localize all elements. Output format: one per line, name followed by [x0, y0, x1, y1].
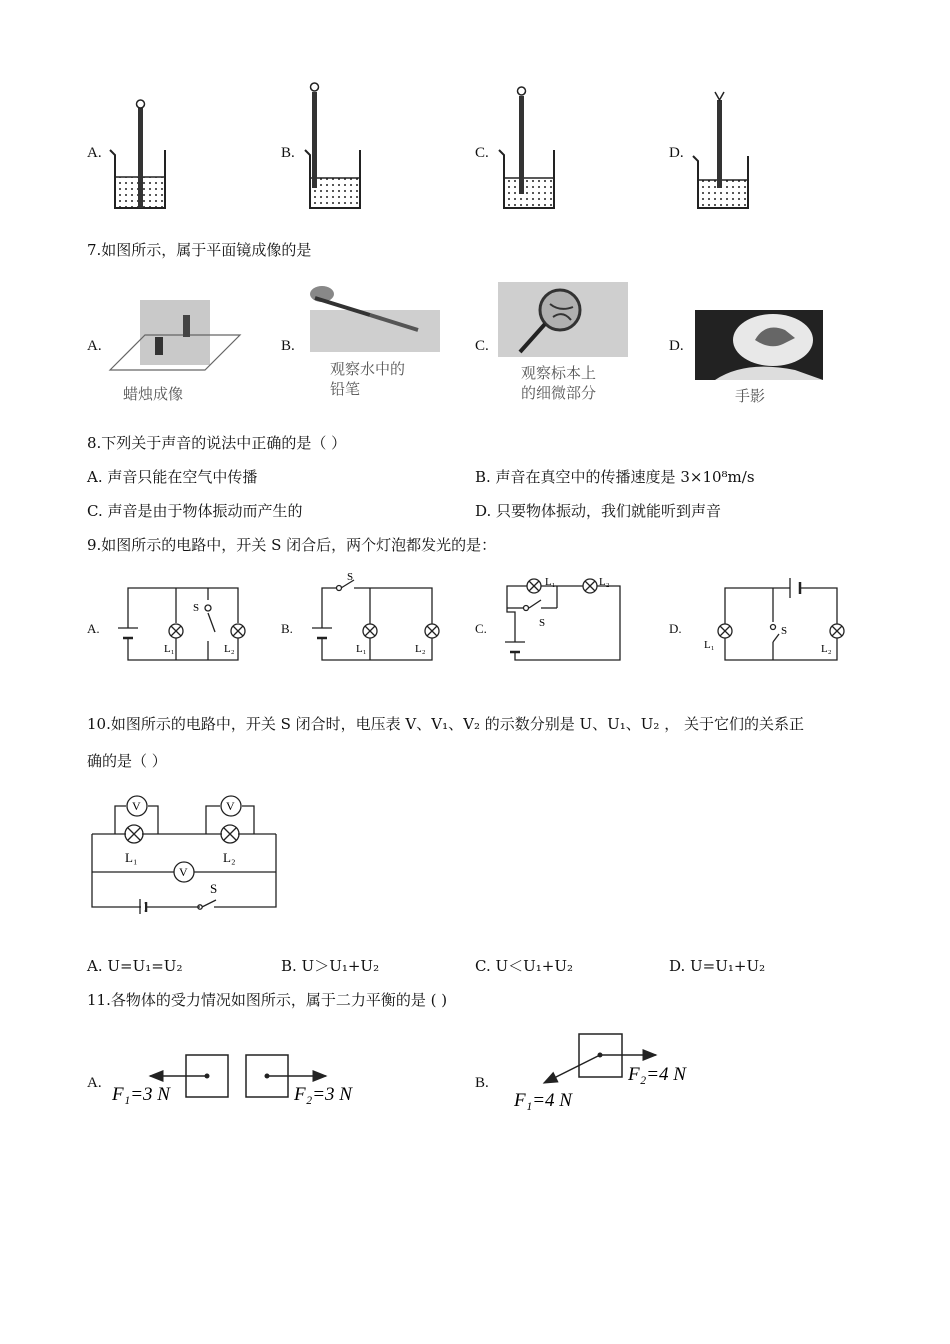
q7-figure-d-hand-shadow: [695, 310, 823, 405]
q11-b-f1-label: F₁=4 N: [514, 1090, 572, 1111]
q8-option-c: C. 声音是由于物体振动而产生的: [87, 502, 303, 520]
q7-figure-b-pencil-water: [300, 280, 445, 405]
q7-label-d: D.: [669, 338, 684, 354]
q6-label-b: B.: [281, 145, 295, 161]
q9-label-d: D.: [669, 621, 682, 636]
q10-v2-symbol: V: [226, 799, 235, 813]
q9-a-l1-label: L₁: [164, 643, 175, 655]
q7-label-b: B.: [281, 338, 295, 354]
q11-figure-b: [508, 1030, 708, 1120]
q9-label-a: A.: [87, 621, 100, 636]
q9-c-switch-label: S: [539, 617, 546, 629]
q9-circuit-b: [302, 572, 447, 668]
q9-d-l2-label: L₂: [821, 643, 832, 655]
q11-a-f1-label: F₁=3 N: [112, 1084, 170, 1105]
q7-stem: 7.如图所示，属于平面镜成像的是: [87, 241, 312, 259]
q7-label-a: A.: [87, 338, 102, 354]
q9-label-b: B.: [281, 621, 293, 636]
q11-a-f2-label: F₂=3 N: [294, 1084, 352, 1105]
q7-caption-b1: 观察水中的: [330, 360, 406, 378]
q10-l1-label: L₁: [125, 850, 138, 865]
q9-c-l1-label: L₁: [545, 576, 556, 588]
q6-figure-b: [300, 80, 370, 215]
q9-b-l1-label: L₁: [356, 643, 367, 655]
q6-label-d: D.: [669, 145, 684, 161]
q10-l2-label: L₂: [223, 850, 236, 865]
q7-caption-a: 蜡烛成像: [123, 385, 184, 403]
q7-caption-c2: 的细微部分: [521, 384, 597, 402]
q9-label-c: C.: [475, 621, 487, 636]
q6-figure-c: [494, 82, 564, 215]
q10-option-c: C. U＜U₁+U₂: [475, 957, 573, 975]
q9-stem: 9.如图所示的电路中，开关 S 闭合后，两个灯泡都发光的是：: [87, 536, 497, 554]
q10-v-symbol: V: [179, 865, 188, 879]
q10-stem-line2: 确的是（ ）: [87, 752, 167, 770]
q9-a-l2-label: L₂: [224, 643, 235, 655]
q10-option-a: A. U=U₁=U₂: [87, 957, 183, 975]
q6-figure-a: [105, 90, 175, 215]
q11-stem: 11.各物体的受力情况如图所示，属于二力平衡的是 ( ): [87, 991, 448, 1009]
q8-stem: 8.下列关于声音的说法中正确的是（ ）: [87, 434, 347, 452]
q10-circuit: [88, 792, 283, 914]
q9-circuit-d: [695, 572, 855, 668]
q9-d-l1-label: L₁: [704, 639, 715, 651]
q7-caption-c1: 观察标本上: [521, 364, 597, 382]
q11-b-f2-label: F₂=4 N: [628, 1064, 686, 1085]
q7-figure-a-candle-mirror: [105, 285, 245, 405]
q11-label-b: B.: [475, 1075, 489, 1091]
q6-figure-d: [688, 88, 758, 215]
q6-label-a: A.: [87, 145, 102, 161]
q10-v1-symbol: V: [132, 799, 141, 813]
q10-option-d: D. U=U₁+U₂: [669, 957, 766, 975]
q9-c-l2-label: L₂: [599, 576, 610, 588]
q11-label-a: A.: [87, 1075, 102, 1091]
q9-circuit-a: [108, 578, 253, 668]
q8-option-d: D. 只要物体振动，我们就能听到声音: [475, 502, 722, 520]
q7-caption-d: 手影: [735, 387, 766, 405]
q6-label-c: C.: [475, 145, 489, 161]
q7-caption-b2: 铅笔: [330, 380, 361, 398]
q9-b-switch-label: S: [347, 572, 354, 583]
q10-stem-line1: 10.如图所示的电路中，开关 S 闭合时，电压表 V、V₁、V₂ 的示数分别是 U、U₁、U₂ ， 关于它们的关系正: [87, 715, 804, 733]
q9-circuit-c: [495, 572, 630, 668]
q9-d-switch-label: S: [781, 625, 788, 637]
q8-option-b: B. 声音在真空中的传播速度是 3×10⁸m/s: [475, 468, 755, 486]
q7-figure-c-magnifier: [495, 282, 630, 404]
q11-figure-a: [108, 1048, 368, 1113]
q9-b-l2-label: L₂: [415, 643, 426, 655]
q7-label-c: C.: [475, 338, 489, 354]
q8-option-a: A. 声音只能在空气中传播: [87, 468, 258, 486]
q10-option-b: B. U＞U₁+U₂: [281, 957, 380, 975]
q10-switch-label: S: [210, 881, 218, 896]
q9-a-switch-label: S: [193, 602, 200, 614]
